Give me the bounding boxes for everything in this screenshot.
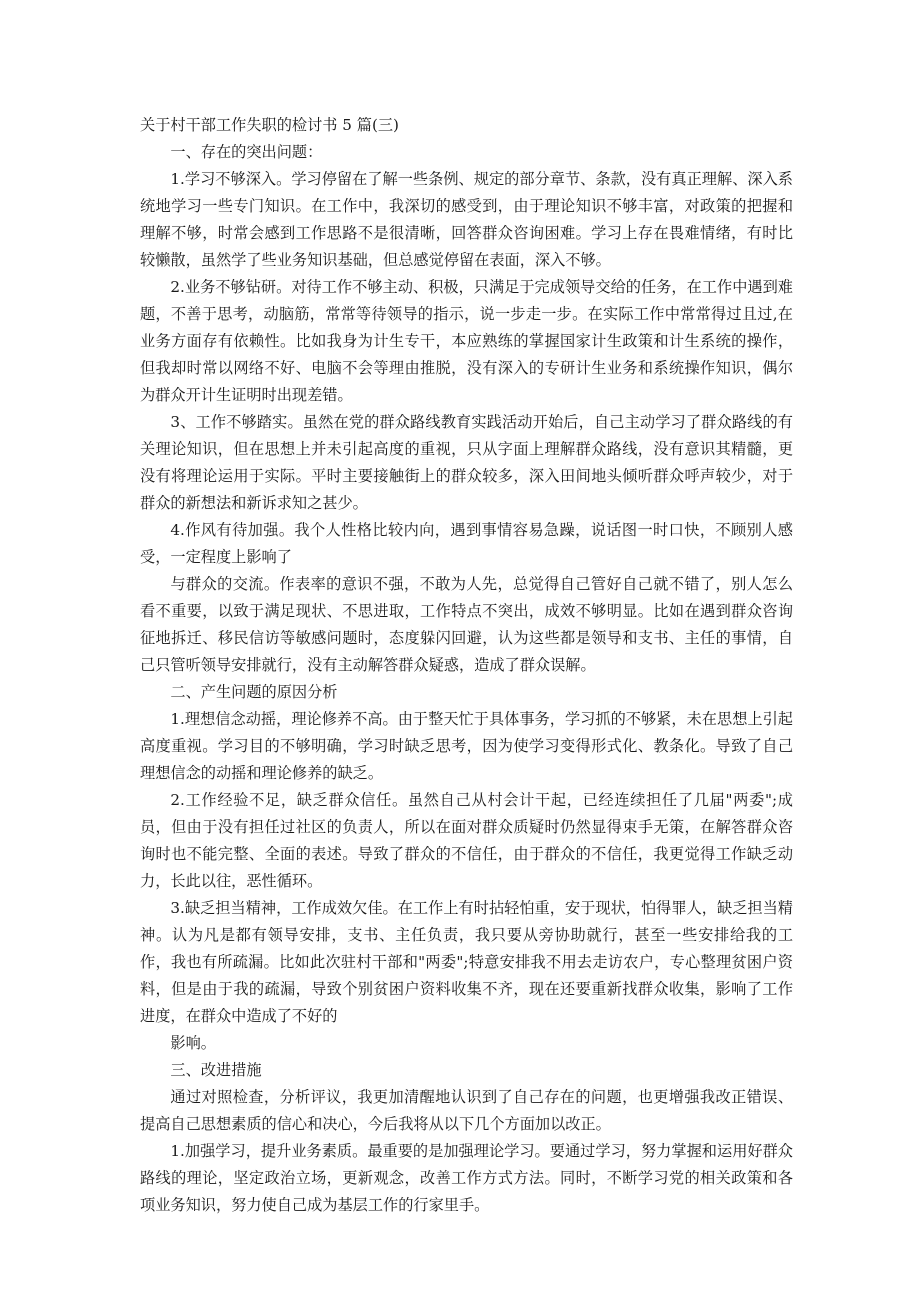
paragraph-study: 1.学习不够深入。学习停留在了解一些条例、规定的部分章节、条款，没有真正理解、深入系统地学习一些专门知识。在工作中，我深切的感受到，由于理论知识不够丰富，对政策的把握和理解不够，时常会感到工作思路不是很清晰，回答群众咨询困难。学习上存在畏难情绪，有时比较懒散，虽然学了些业务知识基础，但总感觉停留在表面，深入不够。 xyxy=(140,170,793,269)
paragraph-work-attitude: 3、工作不够踏实。虽然在党的群众路线教育实践活动开始后，自己主动学习了群众路线的有关理论知识，但在思想上并未引起高度的重视，只从字面上理解群众路线，没有意识其精髓，更没有将理论运用于实际。平时主要接触街上的群众较多，深入田间地头倾听群众呼声较少，对于群众的新想法和新诉求知之甚少。 xyxy=(140,413,793,512)
paragraph-experience: 2.工作经验不足，缺乏群众信任。虽然自己从村会计干起，已经连续担任了几届"两委";成员，但由于没有担任过社区的负责人，所以在面对群众质疑时仍然显得束手无策，在解答群众咨询时也不能完整、全面的表述。导致了群众的不信任，由于群众的不信任，我更觉得工作缺乏动力，长此以往，恶性循环。 xyxy=(140,791,793,890)
document-title: 关于村干部工作失职的检讨书 5 篇(三) xyxy=(140,116,399,134)
document-body xyxy=(140,112,793,1219)
paragraph-responsibility: 3.缺乏担当精神，工作成效欠佳。在工作上有时拈轻怕重，安于现状，怕得罪人，缺乏担当精神。认为凡是都有领导安排，支书、主任负责，我只要从旁协助就行，甚至一些安排给我的工作，我也有所疏漏。比如此次驻村干部和"两委";特意安排我不用去走访农户，专心整理贫困户资料，但是由于我的疏漏，导致个别贫困户资料收集不齐，现在还要重新找群众收集，影响了工作进度，在群众中造成了不好的 xyxy=(140,899,793,1025)
section-heading-causes: 二、产生问题的原因分析 xyxy=(170,683,338,701)
paragraph-work-style: 4.作风有待加强。我个人性格比较内向，遇到事情容易急躁，说话图一时口快，不顾别人感受，一定程度上影响了 xyxy=(140,521,793,566)
paragraph-beliefs: 1.理想信念动摇，理论修养不高。由于整天忙于具体事务，学习抓的不够紧，未在思想上引起高度重视。学习目的不够明确，学习时缺乏思考，因为使学习变得形式化、教条化。导致了自己理想信念的动摇和理论修养的缺乏。 xyxy=(140,710,793,782)
section-heading-problems: 一、存在的突出问题： xyxy=(170,143,323,161)
paragraph-responsibility-continued: 影响。 xyxy=(170,1034,216,1052)
section-heading-improvements: 三、改进措施 xyxy=(170,1061,262,1079)
paragraph-improvement-study: 1.加强学习，提升业务素质。最重要的是加强理论学习。要通过学习，努力掌握和运用好群众路线的理论，坚定政治立场，更新观念，改善工作方式方法。同时，不断学习党的相关政策和各项业务知识，努力使自己成为基层工作的行家里手。 xyxy=(140,1142,793,1214)
paragraph-work-style-continued: 与群众的交流。作表率的意识不强，不敢为人先，总觉得自己管好自己就不错了，别人怎么看不重要，以致于满足现状、不思进取，工作特点不突出，成效不够明显。比如在遇到群众咨询征地拆迁、移民信访等敏感问题时，态度躲闪回避，认为这些都是领导和支书、主任的事情，自己只管听领导安排就行，没有主动解答群众疑惑，造成了群众误解。 xyxy=(140,575,793,674)
paragraph-business: 2.业务不够钻研。对待工作不够主动、积极，只满足于完成领导交给的任务，在工作中遇到难题，不善于思考，动脑筋，常常等待领导的指示，说一步走一步。在实际工作中常常得过且过,在业务方面存有依赖性。比如我身为计生专干，本应熟练的掌握国家计生政策和计生系统的操作，但我却时常以网络不好、电脑不会等理由推脱，没有深入的专研计生业务和系统操作知识，偶尔为群众开计生证明时出现差错。 xyxy=(140,278,793,404)
paragraph-improvement-intro: 通过对照检查，分析评议，我更加清醒地认识到了自己存在的问题，也更增强我改正错误、提高自己思想素质的信心和决心，今后我将从以下几个方面加以改正。 xyxy=(140,1088,793,1133)
